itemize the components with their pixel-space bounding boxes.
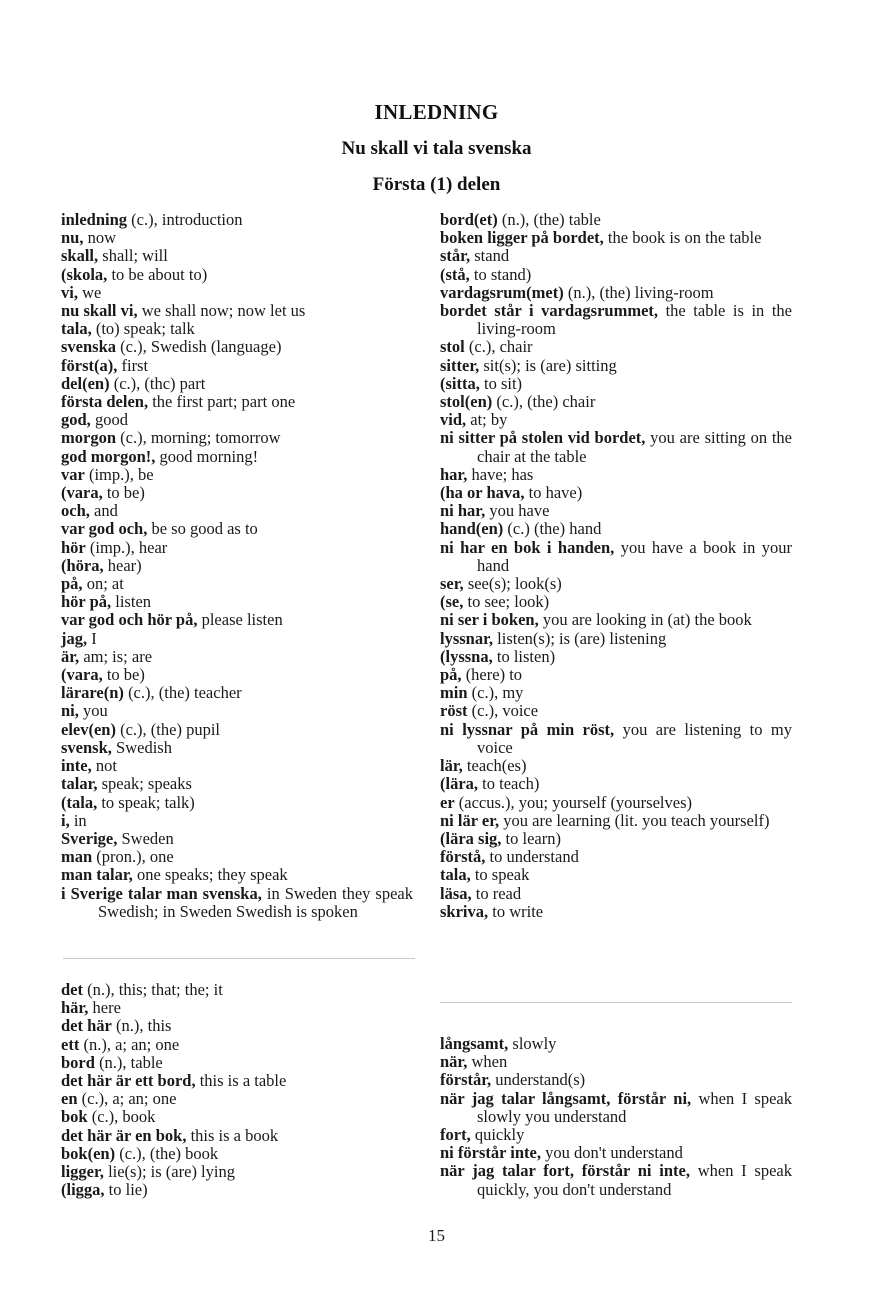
vocab-entry xyxy=(61,1127,413,1145)
vocab-definition: when xyxy=(467,1052,508,1072)
vocab-definition: in xyxy=(69,810,87,830)
vocab-definition: (c.), book xyxy=(87,1107,156,1127)
vocab-entry xyxy=(440,1071,792,1089)
vocab-definition: you are sitting on the chair at the table xyxy=(477,428,792,466)
vocab-definition: to stand) xyxy=(469,264,532,284)
vocab-definition: speak; speaks xyxy=(97,774,192,794)
vocab-entry xyxy=(61,830,413,848)
vocab-term: Sverige, xyxy=(61,828,118,848)
vocab-term: ni förstår inte, xyxy=(440,1143,541,1163)
vocab-term: ni sitter på stolen vid bordet, xyxy=(440,428,646,448)
vocab-definition: (accus.), you; yourself (yourselves) xyxy=(454,792,692,812)
vocab-entry xyxy=(61,429,413,447)
vocab-term: bok(en) xyxy=(61,1143,116,1163)
vocab-entry xyxy=(440,411,792,429)
vocab-entry xyxy=(61,1072,413,1090)
vocab-term: vi, xyxy=(61,282,78,302)
vocab-definition: (c.), (the) book xyxy=(115,1143,219,1163)
vocab-term: elev(en) xyxy=(61,719,116,739)
vocab-definition: you are looking in (at) the book xyxy=(538,610,752,630)
vocab-definition: to lie) xyxy=(104,1180,148,1200)
vocab-definition: to be about to) xyxy=(107,264,208,284)
vocab-definition: at; by xyxy=(466,410,508,430)
vocab-term: var god och, xyxy=(61,519,148,539)
vocab-term: när jag talar långsamt, förstår ni, xyxy=(440,1088,692,1108)
vocab-definition: to read xyxy=(471,883,522,903)
vocab-term: lär, xyxy=(440,756,463,776)
vocab-entry xyxy=(440,684,792,702)
vocab-term: svenska xyxy=(61,337,117,357)
vocab-term: inte, xyxy=(61,756,92,776)
vocab-entry xyxy=(440,812,792,830)
vocab-term: i Sverige talar man svenska, xyxy=(61,883,262,903)
vocab-definition: hear) xyxy=(103,555,142,575)
vocab-definition: this is a table xyxy=(195,1071,287,1091)
vocab-entry xyxy=(440,1126,792,1144)
vocab-entry xyxy=(61,484,413,502)
vocab-term: ett xyxy=(61,1034,80,1054)
vocab-term: hör xyxy=(61,537,86,557)
vocab-definition: (n.), this; that; the; it xyxy=(83,980,223,999)
vocab-term: hör på, xyxy=(61,592,112,612)
vocab-definition: when I speak slowly you understand xyxy=(477,1088,792,1126)
vocab-term: man xyxy=(61,847,93,867)
vocab-definition: I xyxy=(87,628,97,648)
vocab-definition: to listen) xyxy=(492,646,556,666)
vocab-term: förstå, xyxy=(440,847,486,867)
vocab-definition: to teach) xyxy=(478,774,540,794)
vocab-term: min xyxy=(440,683,468,703)
vocab-definition: the first part; part one xyxy=(148,392,296,412)
vocab-entry xyxy=(61,885,413,921)
vocab-entry xyxy=(440,502,792,520)
vocab-entry xyxy=(440,702,792,720)
vocab-entry xyxy=(61,999,413,1017)
vocab-term: svensk, xyxy=(61,737,112,757)
vocab-term: när jag talar fort, förstår ni inte, xyxy=(440,1161,690,1181)
vocab-entry xyxy=(440,1090,792,1126)
vocab-term: nu skall vi, xyxy=(61,301,138,321)
vocab-definition: first xyxy=(117,355,149,375)
vocab-term: stol xyxy=(440,337,465,357)
vocab-term: boken ligger på bordet, xyxy=(440,228,604,248)
vocab-definition: (n.), (the) table xyxy=(497,210,601,229)
vocab-entry xyxy=(61,502,413,520)
vocab-definition: you have a book in your hand xyxy=(477,537,792,575)
vocab-term: tala, xyxy=(61,319,92,339)
vocab-definition: you have xyxy=(485,501,550,521)
vocab-term: ni, xyxy=(61,701,79,721)
vocab-entry xyxy=(61,575,413,593)
vocab-entry xyxy=(440,539,792,575)
vocab-term: god morgon!, xyxy=(61,446,156,466)
vocab-definition: lie(s); is (are) lying xyxy=(103,1162,235,1182)
vocab-definition: (c.), introduction xyxy=(127,210,243,229)
vocab-definition: we xyxy=(77,282,102,302)
vocab-term: förstår, xyxy=(440,1070,492,1090)
vocab-entry xyxy=(61,520,413,538)
vocab-entry xyxy=(440,302,792,338)
vocab-definition: (imp.), hear xyxy=(85,537,168,557)
vocab-entry xyxy=(61,1090,413,1108)
vocab-entry xyxy=(61,630,413,648)
vocab-term: långsamt, xyxy=(440,1034,509,1053)
vocab-term: (höra, xyxy=(61,555,104,575)
vocab-term: var god och hör på, xyxy=(61,610,198,630)
vocab-term: stol(en) xyxy=(440,392,493,412)
vocab-entry xyxy=(61,247,413,265)
vocab-entry xyxy=(61,702,413,720)
vocab-entry xyxy=(61,739,413,757)
vocab-definition: Sweden xyxy=(117,828,174,848)
vocabulary-column-right-top xyxy=(440,211,792,921)
vocab-entry xyxy=(61,812,413,830)
vocab-entry xyxy=(440,648,792,666)
vocab-definition: (n.), (the) living-room xyxy=(563,282,714,302)
vocab-entry xyxy=(61,1054,413,1072)
section-divider-right xyxy=(440,1002,792,1003)
vocab-entry xyxy=(61,338,413,356)
vocab-term: det här är ett bord, xyxy=(61,1071,196,1091)
vocab-definition: understand(s) xyxy=(491,1070,586,1090)
vocab-entry xyxy=(440,1162,792,1198)
vocab-definition: teach(es) xyxy=(462,756,527,776)
vocab-entry xyxy=(61,666,413,684)
vocab-term: ni har en bok i handen, xyxy=(440,537,615,557)
vocab-entry xyxy=(61,448,413,466)
vocab-term: det här är en bok, xyxy=(61,1125,187,1145)
vocab-entry xyxy=(440,630,792,648)
vocab-term: när, xyxy=(440,1052,468,1072)
vocab-entry xyxy=(61,721,413,739)
vocab-entry xyxy=(440,229,792,247)
vocab-definition: the book is on the table xyxy=(603,228,762,248)
vocab-definition: slowly xyxy=(508,1034,557,1053)
vocab-term: läsa, xyxy=(440,883,472,903)
vocab-term: (vara, xyxy=(61,665,103,685)
vocab-entry xyxy=(440,721,792,757)
page-number: 15 xyxy=(428,1226,445,1245)
vocab-entry xyxy=(61,1036,413,1054)
vocab-entry xyxy=(440,575,792,593)
vocab-entry xyxy=(61,1108,413,1126)
vocab-definition: you are listening to my voice xyxy=(477,719,792,757)
vocab-entry xyxy=(440,1053,792,1071)
vocab-entry xyxy=(440,830,792,848)
vocabulary-column-right-bottom xyxy=(440,1035,792,1199)
vocab-term: talar, xyxy=(61,774,98,794)
vocab-term: (tala, xyxy=(61,792,98,812)
vocab-definition: to understand xyxy=(485,847,579,867)
vocab-entry xyxy=(440,593,792,611)
vocab-term: sitter, xyxy=(440,355,480,375)
vocab-term: på, xyxy=(440,665,462,685)
vocab-entry xyxy=(61,866,413,884)
vocab-term: del(en) xyxy=(61,373,110,393)
vocab-term: det här xyxy=(61,1016,112,1036)
vocab-term: skriva, xyxy=(440,901,489,921)
vocab-term: skall, xyxy=(61,246,99,266)
vocab-entry xyxy=(61,375,413,393)
vocab-definition: (n.), table xyxy=(94,1052,163,1072)
vocab-term: ni lär er, xyxy=(440,810,500,830)
vocab-definition: we shall now; now let us xyxy=(137,301,306,321)
vocab-entry xyxy=(61,757,413,775)
vocab-entry xyxy=(440,484,792,502)
vocab-term: på, xyxy=(61,574,83,594)
vocab-term: har, xyxy=(440,464,468,484)
vocab-term: i, xyxy=(61,810,70,830)
vocab-definition: listen xyxy=(111,592,152,612)
vocab-entry xyxy=(440,848,792,866)
vocab-term: (ha or hava, xyxy=(440,483,525,503)
vocab-entry xyxy=(61,1181,413,1199)
vocab-definition: (c.), my xyxy=(467,683,524,703)
vocab-definition: listen(s); is (are) listening xyxy=(493,628,667,648)
page-title: INLEDNING xyxy=(374,100,499,124)
vocab-definition: (n.), a; an; one xyxy=(79,1034,180,1054)
vocab-term: vardagsrum(met) xyxy=(440,282,564,302)
vocab-definition: to write xyxy=(488,901,544,921)
vocab-definition: (c.), (the) teacher xyxy=(123,683,242,703)
vocab-definition: now xyxy=(83,228,117,248)
vocab-definition: (pron.), one xyxy=(92,847,174,867)
vocab-entry xyxy=(440,211,792,229)
vocab-entry xyxy=(61,229,413,247)
vocab-term: tala, xyxy=(440,865,471,885)
vocab-term: hand(en) xyxy=(440,519,504,539)
vocab-term: (lyssna, xyxy=(440,646,493,666)
vocab-term: (stå, xyxy=(440,264,470,284)
vocab-entry xyxy=(61,411,413,429)
vocab-entry xyxy=(440,266,792,284)
vocab-term: (vara, xyxy=(61,483,103,503)
vocab-entry xyxy=(440,375,792,393)
vocab-term: fort, xyxy=(440,1125,471,1145)
vocab-entry xyxy=(440,794,792,812)
vocab-entry xyxy=(440,775,792,793)
vocab-definition: you don't understand xyxy=(540,1143,683,1163)
vocab-definition: sit(s); is (are) sitting xyxy=(479,355,617,375)
lesson-subtitle: Nu skall vi tala svenska xyxy=(341,138,532,159)
vocab-term: bok xyxy=(61,1107,88,1127)
vocab-definition: be so good as to xyxy=(147,519,258,539)
vocab-definition: on; at xyxy=(82,574,124,594)
vocab-definition: one speaks; they speak xyxy=(132,865,288,885)
vocab-entry xyxy=(440,666,792,684)
section-heading: Första (1) delen xyxy=(372,174,501,195)
vocab-entry xyxy=(61,284,413,302)
vocab-entry xyxy=(61,320,413,338)
vocab-entry xyxy=(61,794,413,812)
vocab-term: (sitta, xyxy=(440,373,480,393)
vocab-term: nu, xyxy=(61,228,84,248)
vocab-term: bord(et) xyxy=(440,210,498,229)
vocab-term: (lära, xyxy=(440,774,479,794)
vocab-entry xyxy=(440,611,792,629)
vocab-entry xyxy=(440,520,792,538)
vocab-term: först(a), xyxy=(61,355,118,375)
vocab-entry xyxy=(61,302,413,320)
vocabulary-column-left-top xyxy=(61,211,413,921)
vocab-term: en xyxy=(61,1089,78,1109)
vocab-definition: (imp.), be xyxy=(84,464,154,484)
vocab-definition: (n.), this xyxy=(111,1016,172,1036)
vocab-definition: (c.), (the) chair xyxy=(492,392,596,412)
vocab-term: god, xyxy=(61,410,91,430)
vocab-term: lyssnar, xyxy=(440,628,494,648)
vocabulary-column-left-bottom xyxy=(61,981,413,1199)
vocab-definition: quickly xyxy=(470,1125,525,1145)
vocab-term: röst xyxy=(440,701,468,721)
vocab-term: ligger, xyxy=(61,1162,104,1182)
vocab-term: bord xyxy=(61,1052,95,1072)
vocab-definition: (to) speak; talk xyxy=(91,319,195,339)
vocab-definition: to learn) xyxy=(501,828,561,848)
vocab-entry xyxy=(440,1035,792,1053)
section-divider-left xyxy=(63,958,415,959)
vocab-definition: am; is; are xyxy=(79,646,153,666)
vocab-entry xyxy=(61,393,413,411)
vocab-definition: to speak xyxy=(470,865,530,885)
vocab-entry xyxy=(61,266,413,284)
vocab-term: lärare(n) xyxy=(61,683,124,703)
vocab-definition: stand xyxy=(470,246,510,266)
vocab-definition: you are learning (lit. you teach yourself) xyxy=(499,810,770,830)
vocab-entry xyxy=(440,429,792,465)
vocab-term: bordet står i vardagsrummet, xyxy=(440,301,659,321)
vocab-entry xyxy=(61,848,413,866)
vocab-definition: good xyxy=(90,410,128,430)
vocab-entry xyxy=(440,357,792,375)
vocab-definition: (c.), voice xyxy=(467,701,539,721)
vocab-term: jag, xyxy=(61,628,88,648)
vocab-definition: when I speak quickly, you don't understand xyxy=(477,1161,792,1199)
vocab-definition: shall; will xyxy=(98,246,168,266)
vocab-definition: (c.), (the) pupil xyxy=(115,719,220,739)
vocab-definition: the table is in the living-room xyxy=(477,301,792,339)
vocab-definition: to have) xyxy=(524,483,583,503)
vocab-entry xyxy=(440,338,792,356)
vocab-entry xyxy=(61,981,413,999)
vocab-term: (ligga, xyxy=(61,1180,105,1200)
vocab-term: det xyxy=(61,980,83,999)
vocab-term: (se, xyxy=(440,592,464,612)
vocab-definition: (c.), chair xyxy=(464,337,533,357)
vocab-definition: this is a book xyxy=(186,1125,279,1145)
vocab-entry xyxy=(440,885,792,903)
vocab-entry xyxy=(440,393,792,411)
vocab-entry xyxy=(61,466,413,484)
vocab-entry xyxy=(61,357,413,375)
vocab-term: ni ser i boken, xyxy=(440,610,539,630)
vocab-term: och, xyxy=(61,501,90,521)
vocab-entry xyxy=(61,1163,413,1181)
vocab-entry xyxy=(440,466,792,484)
vocab-definition: you xyxy=(78,701,108,721)
vocab-entry xyxy=(61,648,413,666)
vocab-definition: please listen xyxy=(197,610,283,630)
vocab-entry xyxy=(440,247,792,265)
vocab-definition: in Sweden they speak Swedish; in Sweden Swedish is spoken xyxy=(98,883,413,921)
vocab-term: ni har, xyxy=(440,501,486,521)
vocab-entry xyxy=(61,611,413,629)
vocab-entry xyxy=(61,539,413,557)
vocab-entry xyxy=(61,593,413,611)
vocab-term: ser, xyxy=(440,574,464,594)
vocab-entry xyxy=(61,1145,413,1163)
vocab-term: man talar, xyxy=(61,865,133,885)
vocab-term: var xyxy=(61,464,85,484)
vocab-definition: (c.), morning; tomorrow xyxy=(116,428,281,448)
vocab-term: här, xyxy=(61,998,89,1018)
vocab-term: inledning xyxy=(61,210,128,229)
vocab-entry xyxy=(440,757,792,775)
vocab-definition: good morning! xyxy=(155,446,259,466)
vocab-definition: to speak; talk) xyxy=(97,792,195,812)
vocab-definition: and xyxy=(89,501,118,521)
vocab-definition: (c.) (the) hand xyxy=(503,519,602,539)
vocab-entry xyxy=(61,557,413,575)
vocab-definition: have; has xyxy=(467,464,534,484)
vocab-definition: (here) to xyxy=(461,665,523,685)
vocab-term: står, xyxy=(440,246,471,266)
vocab-entry xyxy=(61,775,413,793)
vocab-definition: to see; look) xyxy=(463,592,550,612)
vocab-definition: (c.), Swedish (language) xyxy=(116,337,282,357)
vocab-term: är, xyxy=(61,646,80,666)
vocab-term: (skola, xyxy=(61,264,108,284)
vocab-term: vid, xyxy=(440,410,467,430)
vocab-definition: Swedish xyxy=(111,737,172,757)
vocab-entry xyxy=(61,211,413,229)
vocab-definition: to be) xyxy=(102,483,145,503)
vocab-term: ni lyssnar på min röst, xyxy=(440,719,615,739)
vocab-entry xyxy=(61,684,413,702)
vocab-definition: (c.), (thc) part xyxy=(109,373,206,393)
vocab-entry xyxy=(440,903,792,921)
vocab-term: morgon xyxy=(61,428,116,448)
vocab-definition: to be) xyxy=(102,665,145,685)
vocab-term: (lära sig, xyxy=(440,828,502,848)
vocab-term: första delen, xyxy=(61,392,149,412)
vocab-entry xyxy=(440,1144,792,1162)
vocab-entry xyxy=(440,284,792,302)
vocab-term: er xyxy=(440,792,455,812)
vocab-definition: see(s); look(s) xyxy=(463,574,562,594)
vocab-entry xyxy=(61,1017,413,1035)
vocab-definition: not xyxy=(91,756,117,776)
vocab-definition: here xyxy=(88,998,121,1018)
vocab-definition: to sit) xyxy=(479,373,523,393)
vocab-definition: (c.), a; an; one xyxy=(77,1089,177,1109)
vocab-entry xyxy=(440,866,792,884)
